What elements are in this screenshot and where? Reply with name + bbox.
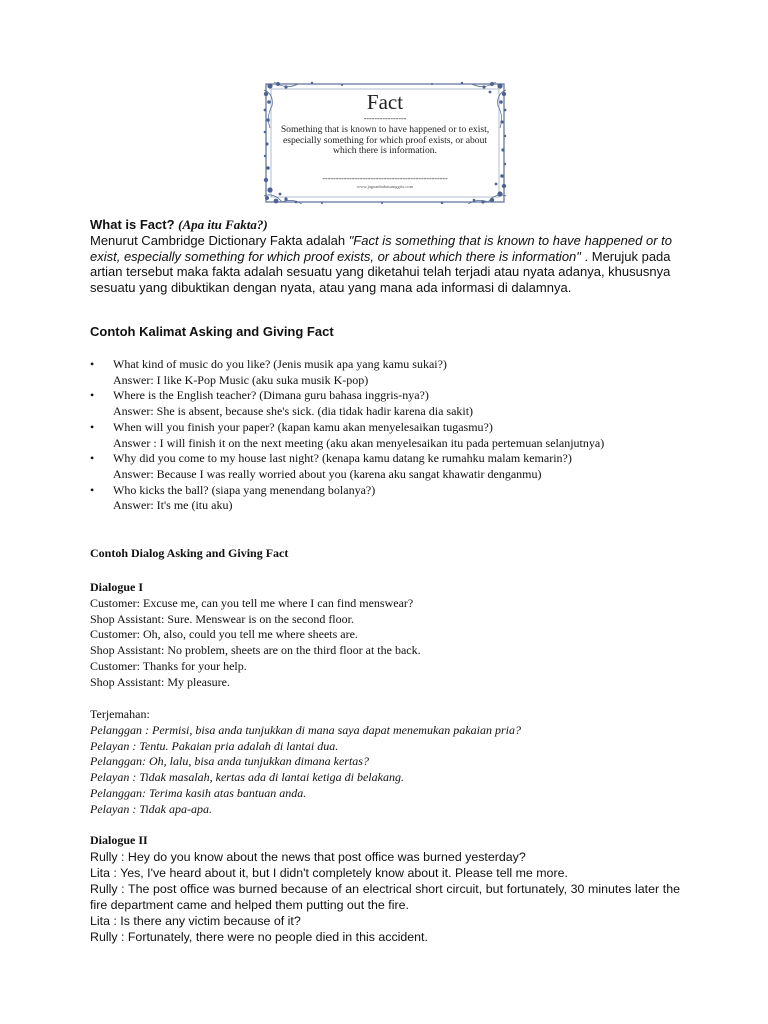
dialogue-line: Rully : Hey do you know about the news that post office was burned yesterday? xyxy=(90,850,526,864)
fact-card-title: Fact xyxy=(366,90,404,114)
dialogue-1-title: Dialogue I xyxy=(90,580,144,594)
fact-card-rule-bottom: ----------------------------------------------- xyxy=(322,174,448,183)
dialogue-line: Shop Assistant: No problem, sheets are on the third floor at the back. xyxy=(90,643,421,658)
dialogue-line: Rully : The post office was burned because of an electrical short circuit, but fortunately, 30 minutes later the fire department came and helped them putting out the fire. xyxy=(90,882,680,912)
list-item xyxy=(90,451,690,482)
translation-line: Pelayan : Tentu. Pakaian pria adalah di lantai dua. xyxy=(90,738,339,753)
bullet-icon: • xyxy=(90,388,95,403)
translation-line: Pelanggan: Terima kasih atas bantuan anda. xyxy=(90,785,307,800)
dialogue-line: Customer: Excuse me, can you tell me where I can find menswear? xyxy=(90,595,414,610)
dialogue-line: Lita : Yes, I've heard about it, but I didn't completely know about it. Please tell me more. xyxy=(90,866,568,880)
dialog-heading: Contoh Dialog Asking and Giving Fact xyxy=(90,546,289,560)
translation-title: Terjemahan: xyxy=(90,707,150,721)
dialogue-1 xyxy=(90,580,680,691)
example-answer: Answer: Because I was really worried about you (karena aku sangat khawatir denganmu) xyxy=(113,466,542,481)
example-answer: Answer: It's me (itu aku) xyxy=(113,498,233,513)
dialogue-line: Lita : Is there any victim because of it? xyxy=(90,914,301,928)
example-answer: Answer : I will finish it on the next meeting (aku akan menyelesaikan itu pada pertemuan selanjutnya) xyxy=(113,435,605,450)
translation-block xyxy=(90,707,680,818)
intro-text-after: . Merujuk pada artian tersebut maka fakta adalah sesuatu yang diketahui telah terjadi atau nyata adanya, khususnya sesuatu yang dibuktikan dengan nyata, atau yang mana ada informasi di dalamnya. xyxy=(90,248,671,296)
dialogue-line: Shop Assistant: Sure. Menswear is on the second floor. xyxy=(90,611,354,626)
fact-card-rule-top: ---------------- xyxy=(363,114,407,123)
example-answer: Answer: I like K-Pop Music (aku suka musik K-pop) xyxy=(113,372,369,387)
bullet-icon: • xyxy=(90,482,95,497)
dialogue-line: Customer: Oh, also, could you tell me where sheets are. xyxy=(90,627,358,642)
translation-line: Pelanggan : Permisi, bisa anda tunjukkan di mana saya dapat menemukan pakaian pria? xyxy=(90,722,521,737)
intro-paragraph xyxy=(90,217,680,296)
translation-line: Pelanggan: Oh, lalu, bisa anda tunjukkan dimana kertas? xyxy=(90,754,369,769)
dialogue-line: Rully : Fortunately, there were no people died in this accident. xyxy=(90,930,428,944)
intro-question: What is Fact? xyxy=(90,217,175,232)
dialogue-line: Shop Assistant: My pleasure. xyxy=(90,674,230,689)
translation-line: Pelayan : Tidak apa-apa. xyxy=(90,801,212,816)
bullet-icon: • xyxy=(90,357,95,371)
dialogue-2 xyxy=(90,849,680,945)
example-answer: Answer: She is absent, because she's sick. (dia tidak hadir karena dia sakit) xyxy=(113,404,474,419)
bullet-icon: • xyxy=(90,419,95,434)
list-item xyxy=(90,483,690,514)
list-item xyxy=(90,388,690,419)
dialogue-2-title: Dialogue II xyxy=(90,833,148,847)
intro-text-before: Menurut Cambridge Dictionary Fakta adalah xyxy=(90,232,349,248)
examples-heading: Contoh Kalimat Asking and Giving Fact xyxy=(90,324,334,339)
example-question: What kind of music do you like? (Jenis musik apa yang kamu sukai?) xyxy=(113,357,447,371)
list-item xyxy=(90,357,690,388)
fact-card-definition: Something that is known to have happened or to exist, especially something for which proof exists, or about which there is information. xyxy=(280,124,490,156)
intro-quote: "Fact is something that is known to have happened or to exist, especially something for which proof exists, or about which there is information" xyxy=(90,232,672,264)
examples-list xyxy=(90,357,690,514)
intro-question-translation: (Apa itu Fakta?) xyxy=(178,217,268,232)
example-question: Why did you come to my house last night? (kenapa kamu datang ke rumahku malam kemarin?) xyxy=(113,451,572,466)
translation-line: Pelayan : Tidak masalah, kertas ada di lantai ketiga di belakang. xyxy=(90,770,404,785)
dialogue-2-title-wrap xyxy=(90,833,680,849)
example-question: Where is the English teacher? (Dimana guru bahasa inggris-nya?) xyxy=(113,388,429,403)
dialogue-line: Customer: Thanks for your help. xyxy=(90,658,247,673)
example-question: Who kicks the ball? (siapa yang menendang bolanya?) xyxy=(113,482,376,497)
example-question: When will you finish your paper? (kapan kamu akan menyelesaikan tugasmu?) xyxy=(113,419,493,434)
fact-definition-card xyxy=(262,80,508,206)
fact-card-url: www.jagoanbahasainggris.com xyxy=(356,184,414,189)
list-item xyxy=(90,420,690,451)
bullet-icon: • xyxy=(90,451,95,466)
